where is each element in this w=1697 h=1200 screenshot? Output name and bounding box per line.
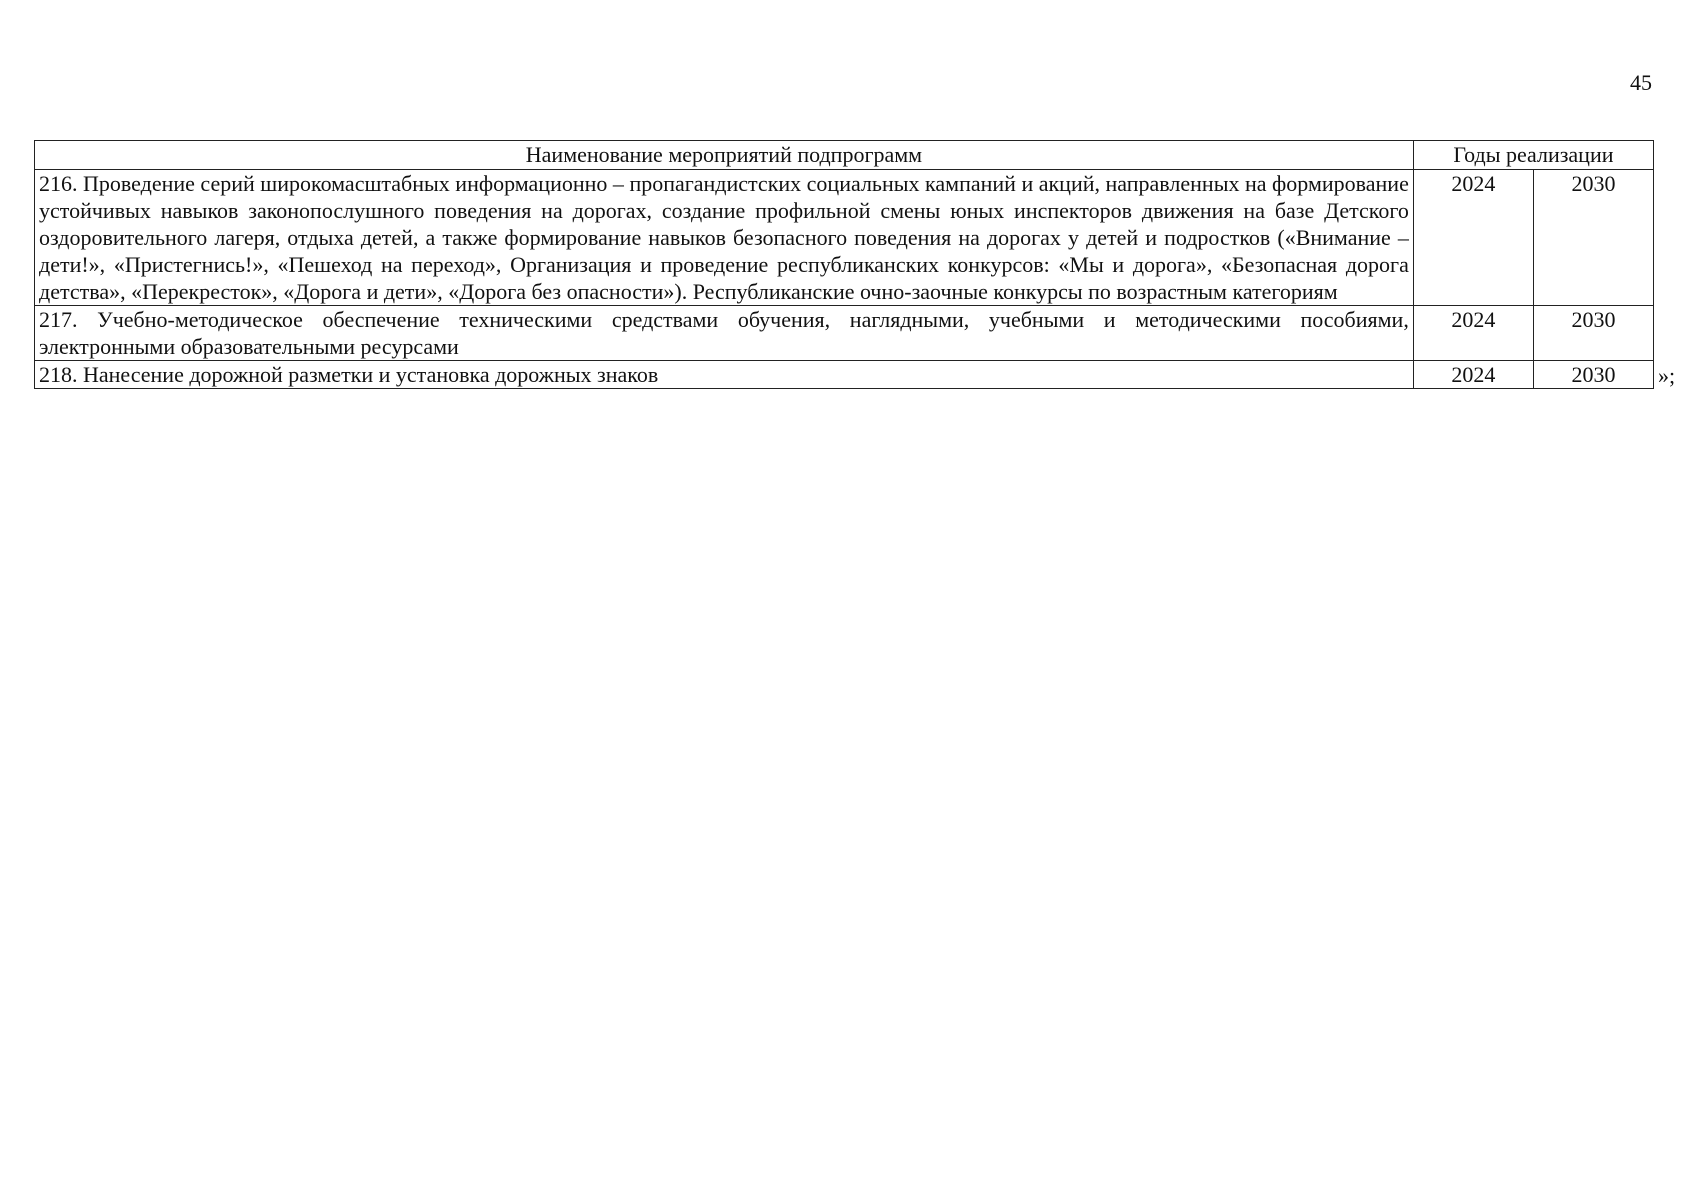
table-row [35, 361, 1654, 389]
table-row [35, 306, 1654, 361]
subprogram-activities-table [34, 140, 1654, 389]
end-year-cell: 2030 [1533, 361, 1653, 389]
page-number: 45 [1630, 70, 1652, 95]
header-implementation-years: Годы реализации [1413, 141, 1653, 170]
activity-name-cell: 216. Проведение серий широкомасштабных информационно – пропагандистских социальных кампаний и акций, направленных на формирование устойчивых навыков законопослушного поведения на дорогах, создание профильной смены юных инспекторов движения на базе Детского оздоровительного лагеря, отдыха детей, а также формирование навыков безопасного поведения на дорогах у детей и подростков («Внимание – дети!», «Пристегнись!», «Пешеход на переход», Организация и проведение республиканских конкурсов: «Мы и дорога», «Безопасная дорога детства», «Перекресток», «Дорога и дети», «Дорога без опасности»). Республиканские очно-заочные конкурсы по возрастным категориям [35, 170, 1414, 306]
header-activity-name: Наименование мероприятий подпрограмм [35, 141, 1414, 170]
table-row [35, 170, 1654, 306]
table-header-row [35, 141, 1654, 170]
activity-name-cell: 217. Учебно-методическое обеспечение техническими средствами обучения, наглядными, учебными и методическими пособиями, электронными образовательными ресурсами [35, 306, 1414, 361]
end-year-cell: 2030 [1533, 170, 1653, 306]
end-year-cell: 2030 [1533, 306, 1653, 361]
closing-quote-mark: »; [1658, 362, 1676, 388]
start-year-cell: 2024 [1413, 306, 1533, 361]
activity-name-cell: 218. Нанесение дорожной разметки и установка дорожных знаков [35, 361, 1414, 389]
start-year-cell: 2024 [1413, 170, 1533, 306]
start-year-cell: 2024 [1413, 361, 1533, 389]
